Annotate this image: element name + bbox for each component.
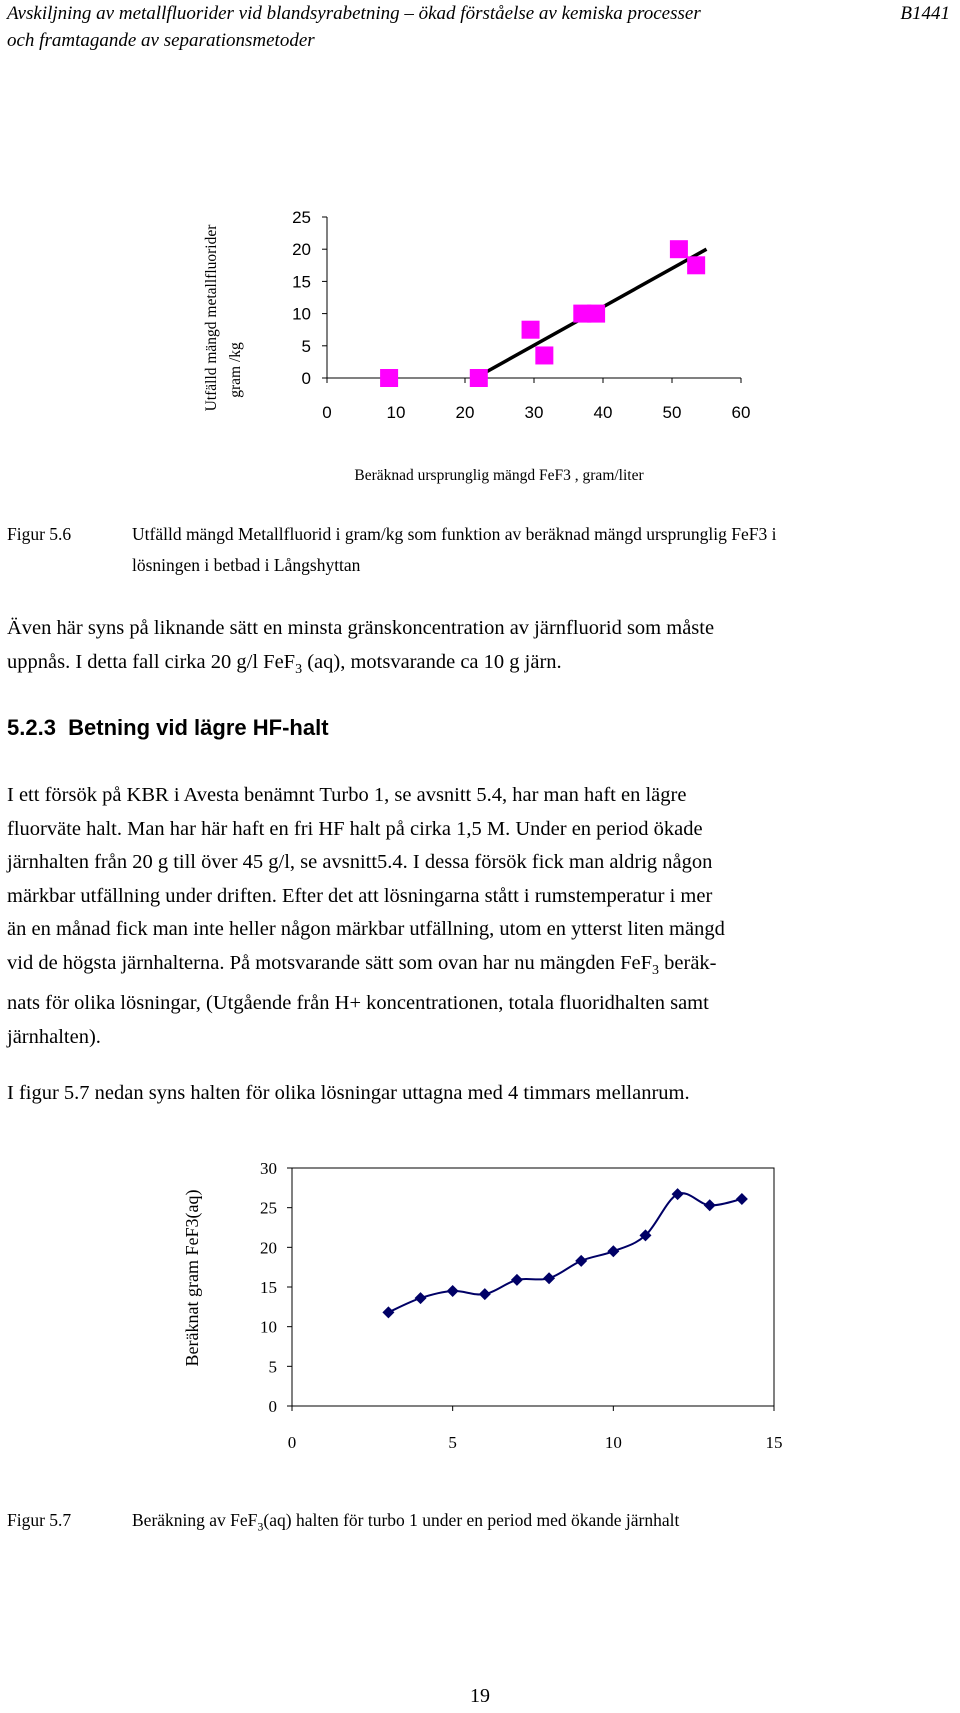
- y-tick-label: 20: [292, 240, 311, 260]
- paragraph-2-line: vid de högsta järnhalterna. På motsvarande sätt som ovan har nu mängden FeF$_3$ beräk-: [7, 951, 717, 978]
- paragraph-2-line: järnhalten från 20 g till över 45 g/l, se avsnitt5.4. I dessa försök fick man aldrig någon: [7, 851, 713, 873]
- y-tick-label: 10: [292, 304, 311, 324]
- data-point: [535, 346, 553, 364]
- data-point: [587, 305, 605, 323]
- y-tick-label: 5: [268, 1357, 277, 1377]
- header-title-line1: Avskiljning av metallfluorider vid blandsyrabetning – ökad förståelse av kemiska processer: [7, 3, 701, 24]
- paragraph-1: [7, 612, 952, 686]
- paragraph-2: [7, 779, 947, 1054]
- running-header: [7, 0, 701, 54]
- data-point: [687, 256, 705, 274]
- y-tick-label: 0: [301, 369, 311, 388]
- x-tick-label: 30: [524, 403, 544, 422]
- data-point: [670, 240, 688, 258]
- section-number: 5.2.3: [7, 715, 56, 740]
- figure-5-6-caption-line2: lösningen i betbad i Långshyttan: [132, 555, 361, 575]
- y-axis-label: Beräknat gram FeF3(aq): [182, 1189, 202, 1367]
- y-tick-label: 15: [292, 272, 311, 292]
- paragraph-1-line2: uppnås. I detta fall cirka 20 g/l FeF$_3$ (aq), motsvarande ca 10 g järn.: [7, 650, 562, 677]
- series-line: [388, 1193, 741, 1312]
- paragraph-2-line: än en månad fick man inte heller någon märkbar utfällning, utom en ytterst liten mängd: [7, 918, 725, 940]
- x-tick-label: 50: [662, 403, 682, 422]
- figure-5-6-label: Figur 5.6: [7, 524, 72, 544]
- section-heading: [7, 715, 329, 741]
- y-tick-label: 15: [260, 1278, 277, 1297]
- data-point: [607, 1245, 619, 1257]
- paragraph-1-line1: Även här syns på liknande sätt en minsta gränskoncentration av järnfluorid som måste: [7, 617, 715, 639]
- plot-frame: [292, 1168, 774, 1406]
- data-point: [470, 369, 488, 387]
- x-tick-label: 60: [731, 403, 751, 422]
- x-axis-label: Beräknad ursprunglig mängd FeF3 , gram/liter: [354, 467, 644, 484]
- x-tick-label: 40: [593, 403, 613, 422]
- figure-5-6-caption-line1: Utfälld mängd Metallfluorid i gram/kg som funktion av beräknad mängd ursprunglig FeF3 i: [132, 524, 777, 544]
- data-point: [736, 1193, 748, 1205]
- figure-5-7-label: Figur 5.7: [7, 1510, 72, 1530]
- paragraph-3: I figur 5.7 nedan syns halten för olika lösningar uttagna med 4 timmars mellanrum.: [7, 1082, 690, 1104]
- paragraph-2-line: I ett försök på KBR i Avesta benämnt Turbo 1, se avsnitt 5.4, har man haft en lägre: [7, 784, 687, 806]
- x-tick-label: 10: [604, 1433, 622, 1450]
- y-tick-label: 5: [301, 336, 311, 356]
- figure-5-7-chart: [0, 1150, 960, 1450]
- figure-5-6-caption: [132, 519, 776, 581]
- y-tick-label: 30: [260, 1159, 277, 1178]
- data-point: [447, 1285, 459, 1297]
- data-point: [575, 1255, 587, 1267]
- x-tick-label: 5: [448, 1433, 457, 1450]
- paragraph-2-line: järnhalten).: [7, 1025, 101, 1048]
- data-point: [380, 369, 398, 387]
- data-point: [382, 1306, 394, 1318]
- paragraph-2-line: nats för olika lösningar, (Utgående från H+ koncentrationen, totala fluoridhalten samt: [7, 992, 709, 1015]
- paragraph-2-line: märkbar utfällning under driften. Efter det att lösningarna stått i rumstemperatur i mer: [7, 884, 713, 907]
- x-tick-label: 10: [386, 403, 406, 422]
- x-tick-label: 0: [287, 1433, 297, 1450]
- y-tick-label: 20: [260, 1238, 277, 1258]
- y-tick-label: 25: [292, 208, 311, 227]
- figure-5-7-caption: Beräkning av FeF$_3$(aq) halten för turbo 1 under en period med ökande järnhalt: [132, 1510, 680, 1534]
- x-tick-label: 20: [455, 403, 475, 422]
- header-title-line2: och framtagande av separationsmetoder: [7, 30, 315, 51]
- data-point: [704, 1199, 716, 1211]
- section-title: Betning vid lägre HF-halt: [68, 715, 329, 740]
- paragraph-2-line: fluorväte halt. Man har här haft en fri HF halt på cirka 1,5 M. Under en period ökade: [7, 817, 703, 840]
- report-id: B1441: [900, 3, 950, 24]
- figure-5-6-chart: [0, 170, 960, 490]
- data-point: [415, 1292, 427, 1304]
- y-axis-label-line2: gram /kg: [227, 342, 244, 398]
- y-axis-label-line1: Utfälld mängd metallfluorider: [203, 224, 220, 412]
- y-tick-label: 10: [260, 1317, 277, 1337]
- page-number: 19: [470, 1685, 490, 1707]
- data-point: [511, 1274, 523, 1286]
- y-tick-label: 0: [268, 1397, 277, 1416]
- data-point: [522, 321, 540, 339]
- data-point: [543, 1272, 555, 1284]
- y-tick-label: 25: [260, 1198, 277, 1218]
- x-tick-label: 15: [765, 1433, 783, 1450]
- data-point: [479, 1288, 491, 1300]
- x-tick-label: 0: [322, 403, 332, 422]
